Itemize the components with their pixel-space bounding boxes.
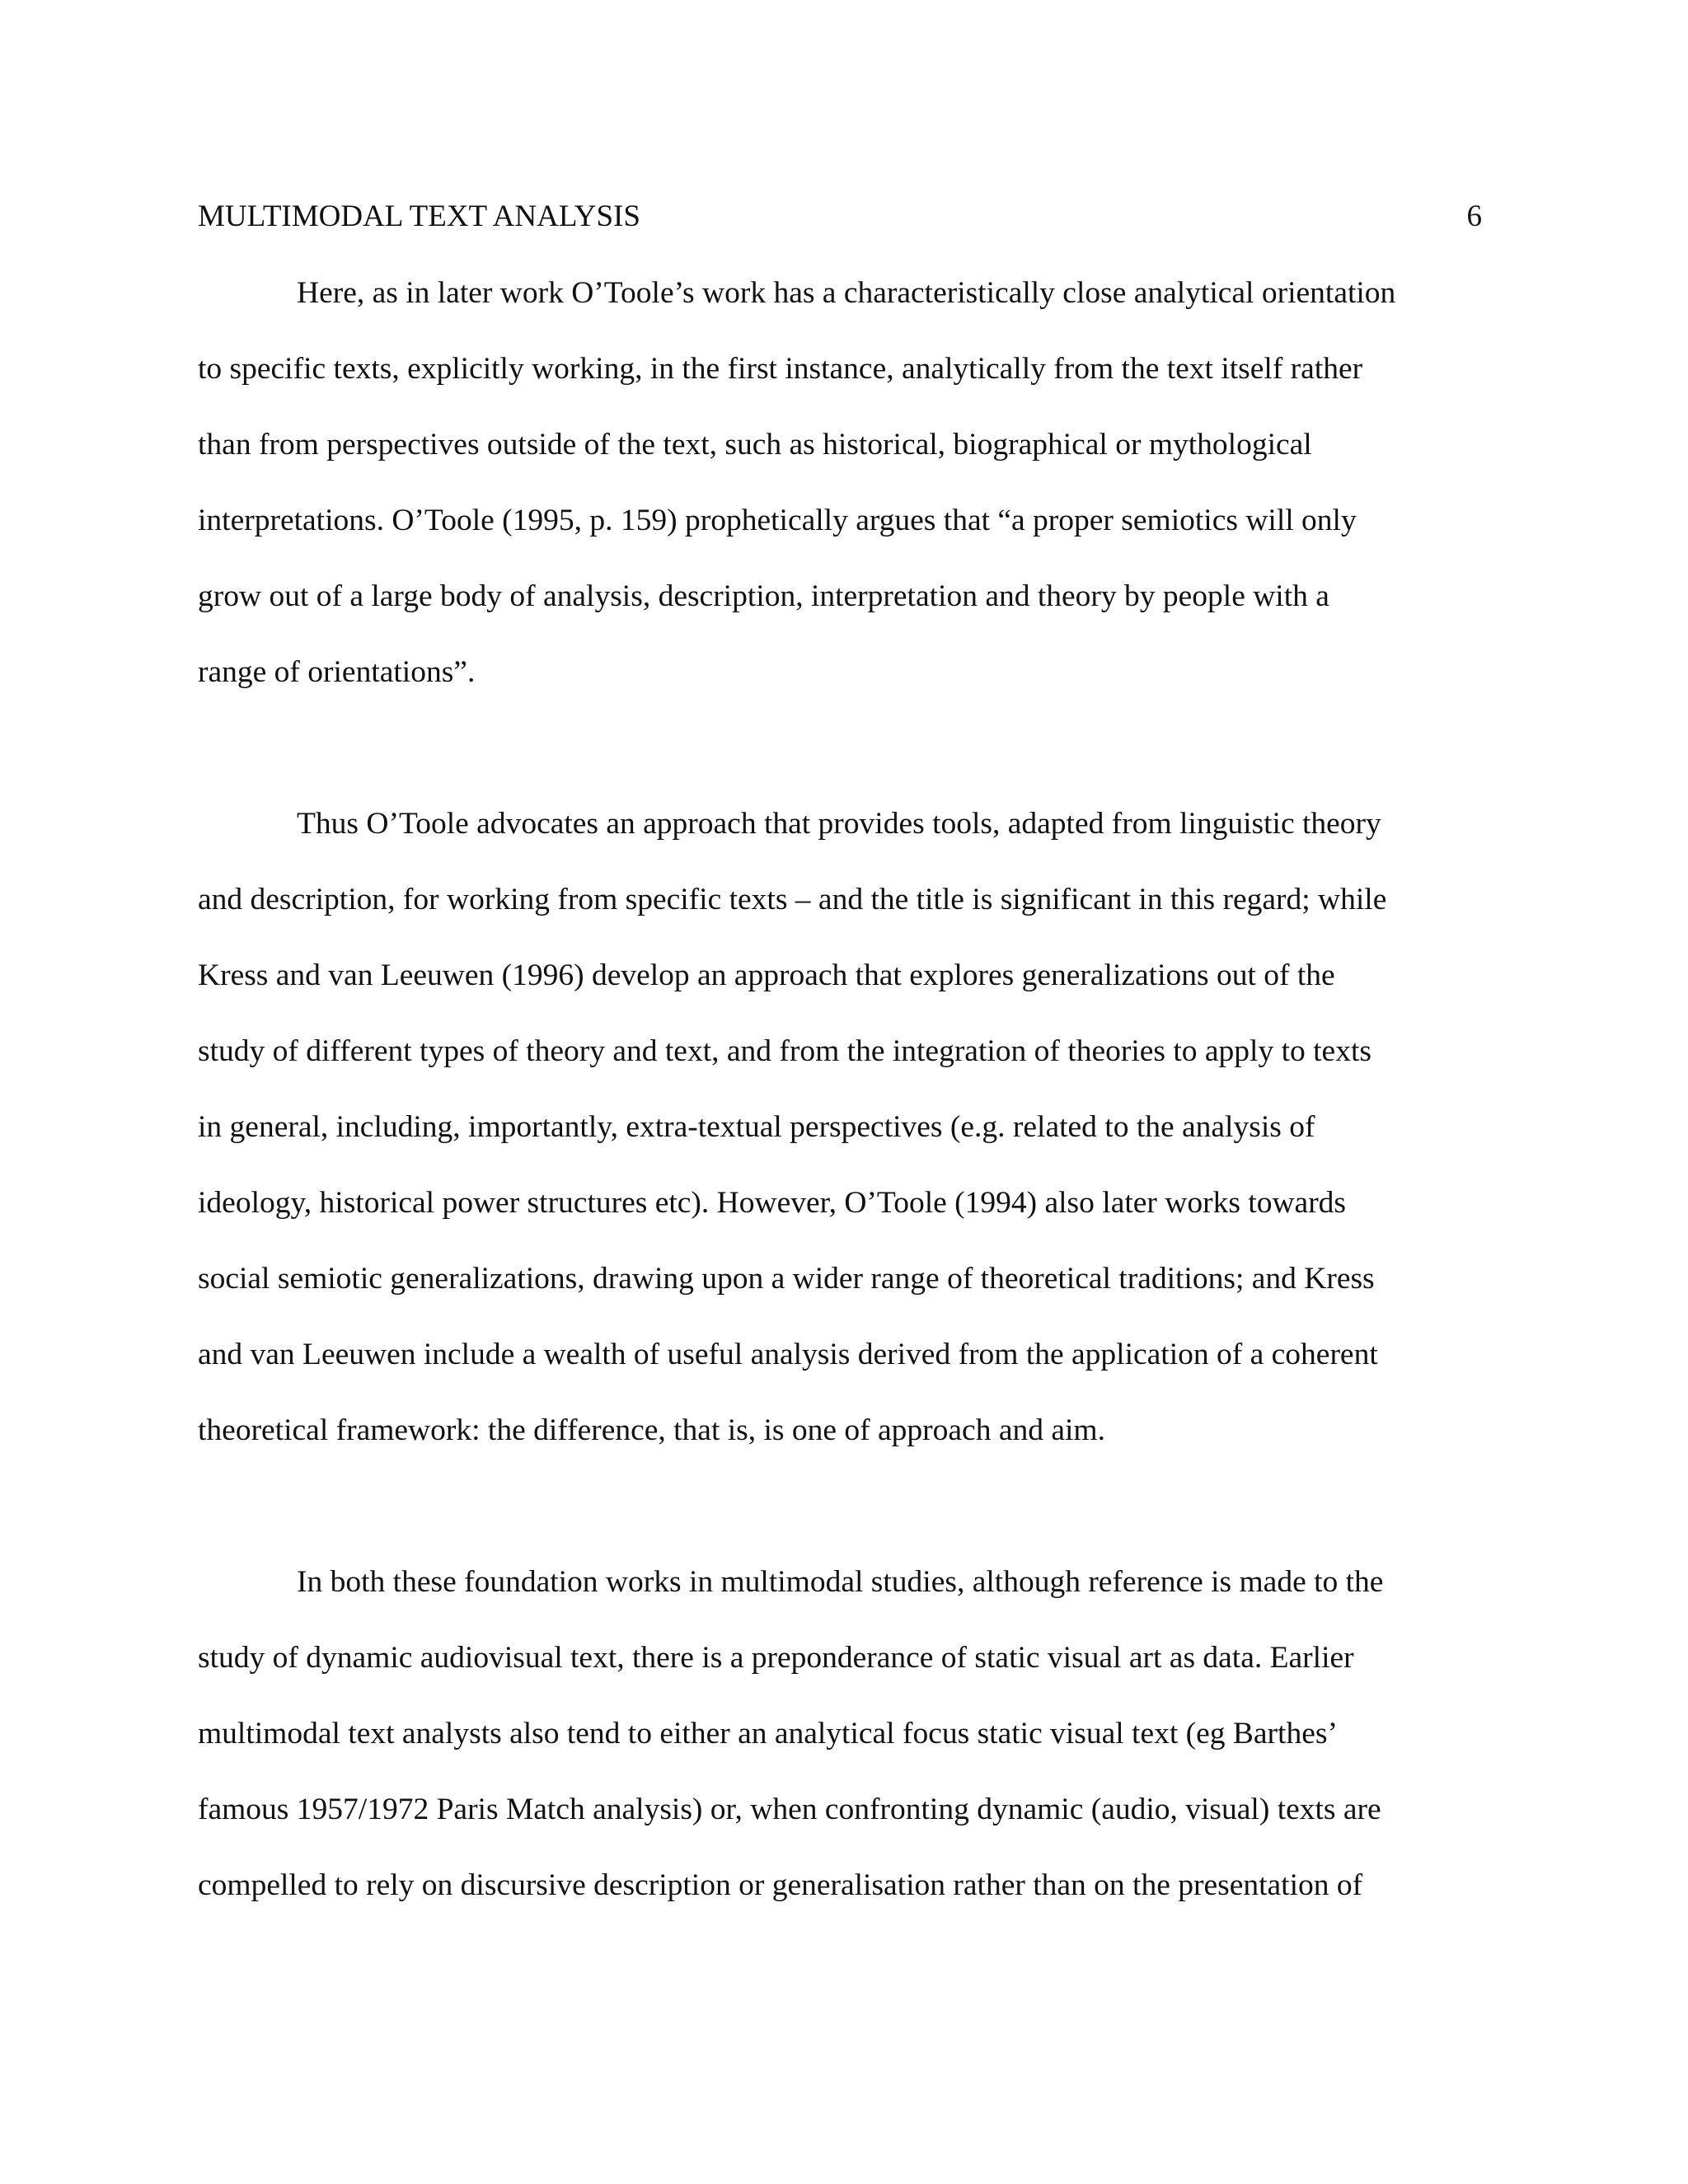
paragraph-line: Thus O’Toole advocates an approach that provides tools, adapted from linguistic theory bbox=[297, 807, 1381, 841]
paragraph-line: study of dynamic audiovisual text, there is a preponderance of static visual art as data. Earlier bbox=[198, 1641, 1354, 1675]
paragraph-line: than from perspectives outside of the text, such as historical, biographical or mythological bbox=[198, 428, 1312, 462]
paragraph-line: compelled to rely on discursive description or generalisation rather than on the presentation of bbox=[198, 1868, 1363, 1902]
paragraph-line: to specific texts, explicitly working, in the first instance, analytically from the text itself rather bbox=[198, 352, 1363, 386]
paragraph-3 bbox=[198, 1544, 1383, 1924]
paragraph-line: famous 1957/1972 Paris Match analysis) or, when confronting dynamic (audio, visual) texts are bbox=[198, 1793, 1381, 1826]
paragraph-1 bbox=[198, 255, 1395, 710]
paragraph-line: In both these foundation works in multimodal studies, although reference is made to the bbox=[297, 1565, 1384, 1599]
paragraph-line: social semiotic generalizations, drawing upon a wider range of theoretical traditions; and Kress bbox=[198, 1262, 1375, 1296]
running-head-title: MULTIMODAL TEXT ANALYSIS bbox=[198, 199, 640, 233]
paragraph-line: theoretical framework: the difference, that is, is one of approach and aim. bbox=[198, 1413, 1105, 1447]
paragraph-line: multimodal text analysts also tend to either an analytical focus static visual text (eg Barthes’ bbox=[198, 1717, 1338, 1750]
paragraph-line: interpretations. O’Toole (1995, p. 159) prophetically argues that “a proper semiotics will only bbox=[198, 504, 1357, 537]
paragraph-line: ideology, historical power structures etc). However, O’Toole (1994) also later works towards bbox=[198, 1186, 1347, 1220]
paragraph-line: study of different types of theory and text, and from the integration of theories to apply to texts bbox=[198, 1034, 1372, 1068]
paragraph-line: and description, for working from specific texts – and the title is significant in this regard; while bbox=[198, 883, 1387, 916]
paragraph-line: range of orientations”. bbox=[198, 655, 476, 689]
paragraph-line: in general, including, importantly, extra-textual perspectives (e.g. related to the analysis of bbox=[198, 1110, 1315, 1144]
running-head bbox=[198, 196, 1482, 237]
page-number: 6 bbox=[1466, 199, 1482, 233]
paragraph-line: Here, as in later work O’Toole’s work has a characteristically close analytical orientation bbox=[297, 276, 1396, 310]
paragraph-2 bbox=[198, 786, 1386, 1469]
paragraph-line: grow out of a large body of analysis, description, interpretation and theory by people with a bbox=[198, 579, 1329, 613]
paragraph-line: and van Leeuwen include a wealth of useful analysis derived from the application of a coherent bbox=[198, 1338, 1378, 1371]
paragraph-line: Kress and van Leeuwen (1996) develop an approach that explores generalizations out of the bbox=[198, 958, 1335, 992]
